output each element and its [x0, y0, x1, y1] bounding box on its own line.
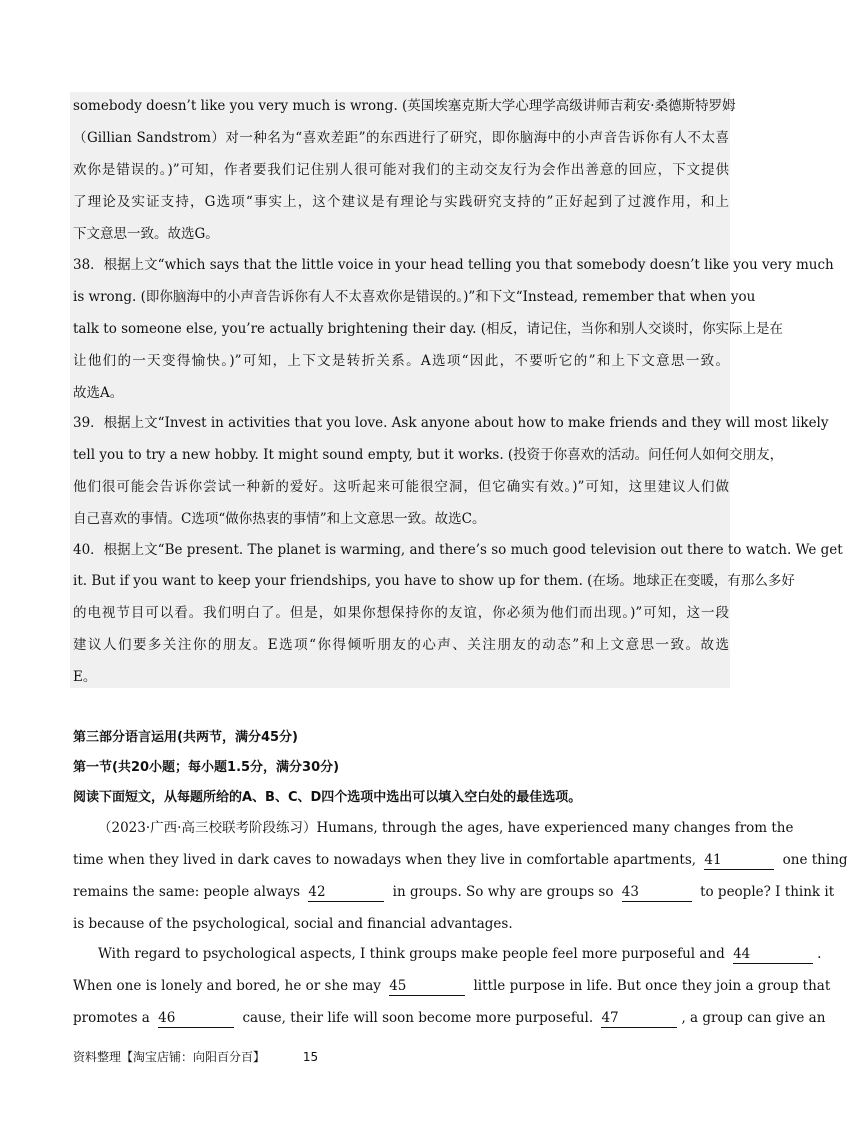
answer-line: 了理论及实证支持，G选项“事实上，这个建议是有理论与实践研究支持的”正好起到了过渡作用，和上	[73, 194, 729, 210]
passage-text: remains the same: people always	[73, 884, 301, 900]
passage-text: cause, their life will soon become more purposeful.	[242, 1010, 594, 1026]
answer-line: it. But if you want to keep your friendships, you have to show up for them. (在场。地球正在变暖，有那么多好	[73, 573, 795, 589]
section-title: 第三部分语言运用(共两节，满分45分)	[73, 730, 298, 745]
answer-line: 38．根据上文“which says that the little voice in your head telling you that somebody doesn’t like you very much	[73, 257, 834, 273]
answer-line: 故选A。	[73, 385, 124, 401]
passage-line	[73, 882, 835, 902]
passage-text: little purpose in life. But once they join a group that	[473, 978, 831, 994]
page-footer	[73, 1048, 318, 1065]
passage-line: is because of the psychological, social and financial advantages.	[73, 916, 513, 932]
blank-47: 47	[601, 1010, 677, 1028]
subsection-title: 第一节(共20小题；每小题1.5分，满分30分)	[73, 760, 340, 775]
answer-line: 欢你是错误的。)”可知，作者要我们记住别人很可能对我们的主动交友行为会作出善意的回应，下文提供	[73, 162, 729, 178]
passage-text: one thing	[782, 852, 848, 868]
answer-line: 让他们的一天变得愉快。)”可知，上下文是转折关系。A选项“因此，不要听它的”和上下文意思一致。	[73, 353, 729, 369]
passage-line	[73, 1008, 826, 1028]
answer-line: 39．根据上文“Invest in activities that you love. Ask anyone about how to make friends and they will most likely	[73, 415, 829, 431]
answer-line: 他们很可能会告诉你尝试一种新的爱好。这听起来可能很空洞，但它确实有效。)”可知，这里建议人们做	[73, 479, 729, 495]
passage-text: When one is lonely and bored, he or she may	[73, 978, 381, 994]
blank-44: 44	[733, 946, 813, 964]
answer-line: 下文意思一致。故选G。	[73, 226, 219, 242]
passage-text: promotes a	[73, 1010, 150, 1026]
answer-line: is wrong. (即你脑海中的小声音告诉你有人不太喜欢你是错误的。)”和下文“Instead, remember that when you	[73, 289, 756, 305]
blank-46: 46	[158, 1010, 234, 1028]
passage-line: （2023·广西·高三校联考阶段练习）Humans, through the ages, have experienced many changes from the	[98, 820, 794, 836]
answer-line: 自己喜欢的事情。C选项“做你热衷的事情”和上文意思一致。故选C。	[73, 511, 486, 527]
answer-line: E。	[73, 669, 97, 685]
instruction: 阅读下面短文，从每题所给的A、B、C、D四个选项中选出可以填入空白处的最佳选项。	[73, 790, 582, 805]
answer-line: 40．根据上文“Be present. The planet is warming, and there’s so much good television out there to watch. We get	[73, 542, 843, 558]
passage-text: in groups. So why are groups so	[392, 884, 614, 900]
page-number: 15	[302, 1050, 319, 1064]
passage-line	[73, 976, 831, 996]
answer-line: （Gillian Sandstrom）对一种名为“喜欢差距”的东西进行了研究，即你脑海中的小声音告诉你有人不太喜	[73, 130, 729, 146]
passage-line	[73, 850, 848, 870]
passage-text: With regard to psychological aspects, I think groups make people feel more purposeful and	[98, 946, 725, 962]
answer-line: somebody doesn’t like you very much is wrong. (英国埃塞克斯大学心理学高级讲师吉莉安·桑德斯特罗姆	[73, 98, 736, 114]
answer-line: talk to someone else, you’re actually brightening their day. (相反，请记住，当你和别人交谈时，你实际上是在	[73, 321, 784, 337]
blank-42: 42	[308, 884, 384, 902]
passage-line	[98, 944, 822, 964]
blank-45: 45	[389, 978, 465, 996]
passage-text: time when they lived in dark caves to nowadays when they live in comfortable apartments,	[73, 852, 697, 868]
footer-source: 资料整理【淘宝店铺：向阳百分百】	[73, 1050, 266, 1064]
answer-line: tell you to try a new hobby. It might sound empty, but it works. (投资于你喜欢的活动。问任何人如何交朋友，	[73, 447, 784, 463]
answer-line: 的电视节目可以看。我们明白了。但是，如果你想保持你的友谊，你必须为他们而出现。)”可知，这一段	[73, 605, 729, 621]
blank-41: 41	[704, 852, 774, 870]
passage-text: .	[817, 946, 822, 962]
passage-text: , a group can give an	[681, 1010, 826, 1026]
passage-text: to people? I think it	[700, 884, 835, 900]
answer-line: 建议人们要多关注你的朋友。E选项“你得倾听朋友的心声、关注朋友的动态”和上文意思一致。故选	[73, 637, 729, 653]
blank-43: 43	[622, 884, 692, 902]
